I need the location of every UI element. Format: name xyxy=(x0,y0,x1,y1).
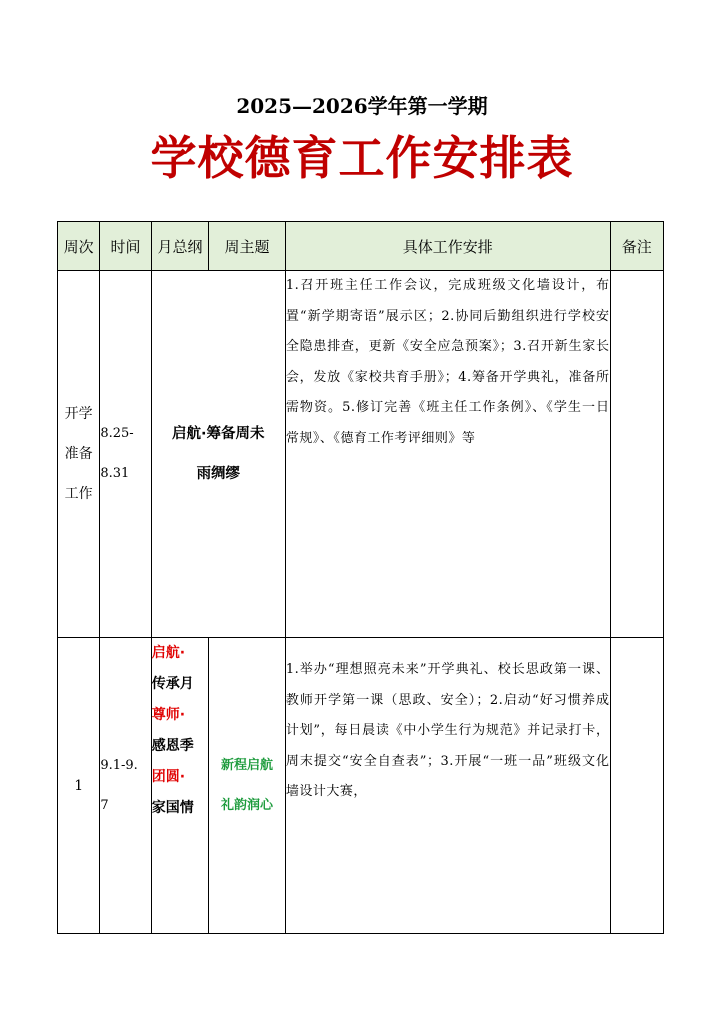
time-cell xyxy=(100,638,151,934)
theme-cell xyxy=(209,638,286,934)
time-label: 8.25-8.31 xyxy=(100,426,134,481)
outline-label-3: 团圆· xyxy=(151,769,186,785)
schedule-table xyxy=(57,221,664,934)
header-note: 备注 xyxy=(610,222,663,271)
table-header-row xyxy=(58,222,664,271)
header-outline: 月总纲 xyxy=(151,222,208,271)
semester-subtitle: 2025—2026学年第一学期 xyxy=(236,94,488,118)
details-text: 1.召开班主任工作会议，完成班级文化墙设计，布置“新学期寄语”展示区；2.协同后勤组织进行学校安全隐患排查，更新《安全应急预案》；3.召开新生家长会，发放《家校共育手册》；4.筹备开学典礼，准备所需物资。5.修订完善《班主任工作条例》、《学生一日常规》、《德育工作考评细则》等 xyxy=(285,278,610,446)
week-cell: 1 xyxy=(58,638,100,934)
details-cell xyxy=(285,638,610,934)
week-label: 开学准备工作 xyxy=(64,406,93,502)
table-row xyxy=(58,271,664,638)
outline-rest-1: 传承月 xyxy=(151,676,194,692)
header-theme: 周主题 xyxy=(209,222,286,271)
outline-cell xyxy=(151,638,208,934)
week-cell xyxy=(58,271,100,638)
table-row xyxy=(58,638,664,934)
theme-label: 新程启航礼韵润心 xyxy=(221,757,274,813)
outline-rest-3: 家国情 xyxy=(151,800,194,816)
details-text: 1.举办“理想照亮未来”开学典礼、校长思政第一课、教师开学第一课（思政、安全）；2.启动“好习惯养成计划”，每日晨读《中小学生行为规范》并记录打卡，周末提交“安全自查表”；3.开展“一班一品”班级文化墙设计大赛， xyxy=(285,662,610,799)
note-cell xyxy=(610,638,663,934)
header-details: 具体工作安排 xyxy=(285,222,610,271)
time-label: 9.1-9.7 xyxy=(100,757,138,813)
header-week: 周次 xyxy=(58,222,100,271)
outline-rest-2: 感恩季 xyxy=(151,738,194,754)
outline-label-2: 尊师· xyxy=(151,707,186,723)
time-cell xyxy=(100,271,151,638)
note-cell xyxy=(610,271,663,638)
theme-label: 启航·筹备周未雨绸缪 xyxy=(172,426,265,482)
header-time: 时间 xyxy=(100,222,151,271)
outline-label-1: 启航· xyxy=(151,645,186,661)
theme-cell xyxy=(151,271,285,638)
details-cell xyxy=(285,271,610,638)
document-title: 学校德育工作安排表 xyxy=(150,131,574,185)
